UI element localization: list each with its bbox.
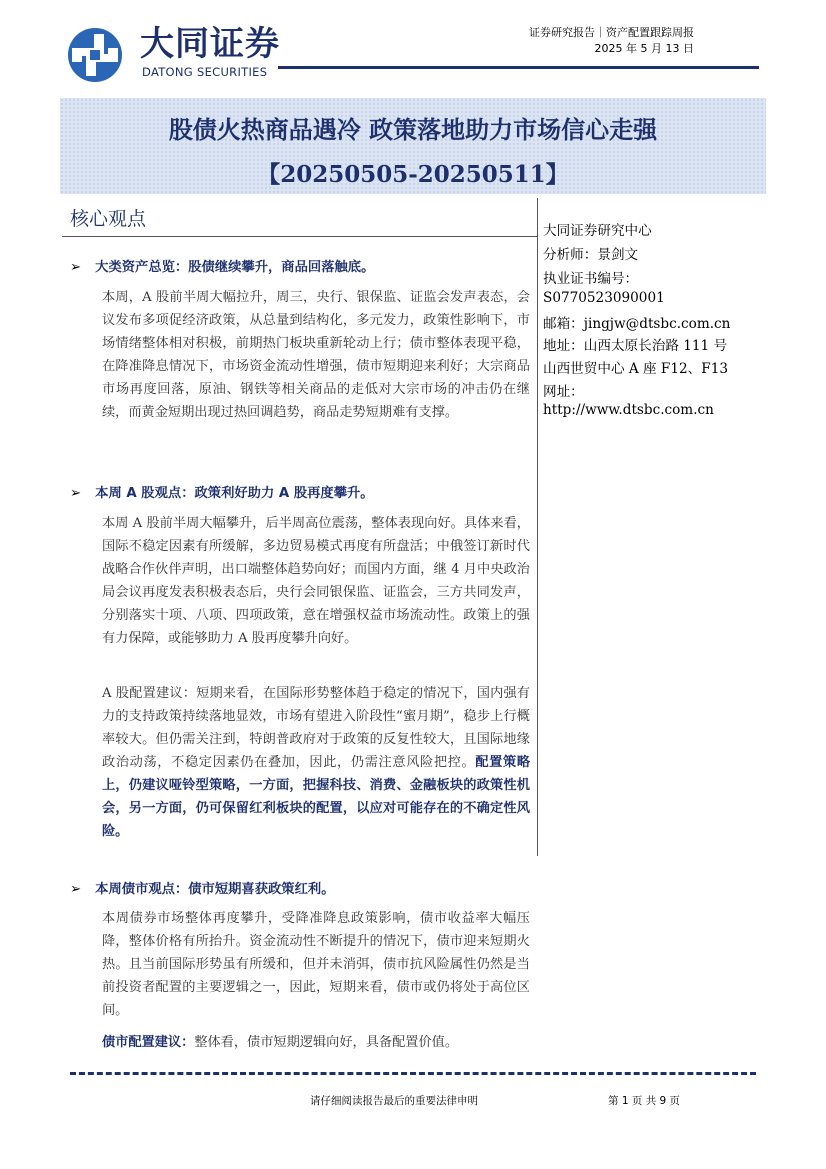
title-banner [60,98,766,194]
footer-disclaimer: 请仔细阅读报告最后的重要法律申明 [310,1095,478,1107]
footer-rule [70,1072,756,1075]
paragraph-overview: 本周，A 股前半周大幅拉升，周三，央行、银保监、证监会发声表态，会议发布多项促经济政策，从总量到结构化，多元发力，政策性影响下，市场情绪整体相对积极，前期热门板块重新轮动上行；债市整体表现平稳，在降准降息情况下，市场资金流动性增强，债市短期迎来利好；大宗商品市场再度回落，原油、钢铁等相关商品的走低对大宗市场的冲击仍在继续，而黄金短期出现过热回调趋势，商品走势短期难有支撑。 [102,290,530,420]
section-bullet-overview [70,256,374,275]
sidebar-email[interactable]: 邮箱：jingjw@dtsbc.com.cn [543,316,731,332]
sidebar-address-line2: 山西世贸中心 A 座 F12、F13 [543,361,728,377]
core-views-heading: 核心观点 [70,208,147,230]
paragraph-a-share-advice [102,682,530,843]
sidebar-cert-label: 执业证书编号： [543,271,639,287]
header-rule [278,66,759,69]
arrow-bullet-icon: ➢ [70,260,82,275]
sidebar-cert-number: S0770523090001 [543,290,665,306]
report-title: 股债火热商品遇冷 政策落地助力市场信心走强 [168,115,658,144]
bond-advice-label: 债市配置建议： [102,1035,195,1050]
section-bullet-a-share [70,482,374,501]
advice-text: A 股配置建议：短期来看，在国际形势整体趋于稳定的情况下，国内强有力的支持政策持续落地显效，市场有望进入阶段性“蜜月期”，稳步上行概率较大。但仍需关注到，特朗普政府对于政策的反复性较大，且国际地缘政治动荡，不稳定因素仍在叠加，因此，仍需注意风险把控。 [102,686,530,770]
sidebar-address: 地址：山西太原长治路 111 号 [543,338,728,354]
sidebar-website-label: 网址： [543,384,584,400]
section-bullet-bond [70,878,335,897]
bullet-text: 大类资产总览：股债继续攀升，商品回落触底。 [95,260,375,275]
sidebar-research-center: 大同证券研究中心 [543,223,652,239]
paragraph-a-share: 本周 A 股前半周大幅攀升，后半周高位震荡，整体表现向好。具体来看，国际不稳定因素有所缓解，多边贸易模式再度有所盘活；中俄签订新时代战略合作伙伴声明，出口端整体趋势向好；而国内方面，继 4 月中央政治局会议再度发表积极表态后，央行会同银保监、证监会，三方共同发声，分别落实十项、八项、四项政策，意在增强权益市场流动性。政策上的强有力保障，或能够助力 A 股再度攀升向好。 [102,516,530,646]
heading-rule [62,236,537,237]
arrow-bullet-icon: ➢ [70,486,82,501]
brand-name-cn: 大同证券 [140,24,280,64]
company-logo-icon [64,26,126,84]
sidebar-analyst: 分析师：景剑文 [543,247,639,263]
bond-advice-text: 整体看，债市短期逻辑向好，具备配置价值。 [194,1035,459,1050]
column-divider [537,198,538,856]
report-type: 证券研究报告｜资产配置跟踪周报 [529,26,694,39]
bullet-text: 本周债市观点：债市短期喜获政策红利。 [95,882,335,897]
brand-name-en: DATONG SECURITIES [142,65,268,79]
page-number: 第 1 页 共 9 页 [608,1095,681,1107]
strategy-bold-text: 配置策略上，仍建议哑铃型策略，一方面，把握科技、消费、金融板块的政策性机会，另一方面，仍可保留红利板块的配置，以应对可能存在的不确定性风险。 [102,755,531,839]
arrow-bullet-icon: ➢ [70,882,82,897]
bullet-text: 本周 A 股观点：政策利好助力 A 股再度攀升。 [95,486,374,501]
paragraph-bond-advice [102,1031,530,1054]
report-date: 2025 年 5 月 13 日 [594,42,694,55]
sidebar-website-link[interactable]: http://www.dtsbc.com.cn [543,402,714,418]
paragraph-bond: 本周债券市场整体再度攀升，受降准降息政策影响，债市收益率大幅压降，整体价格有所抬升。资金流动性不断提升的情况下，债市迎来短期火热。且当前国际形势虽有所缓和，但并未消弭，债市抗风险属性仍然是当前投资者配置的主要逻辑之一，因此，短期来看，债市或仍将处于高位区间。 [102,911,530,1018]
report-period: 【20250505-20250511】 [257,161,569,188]
